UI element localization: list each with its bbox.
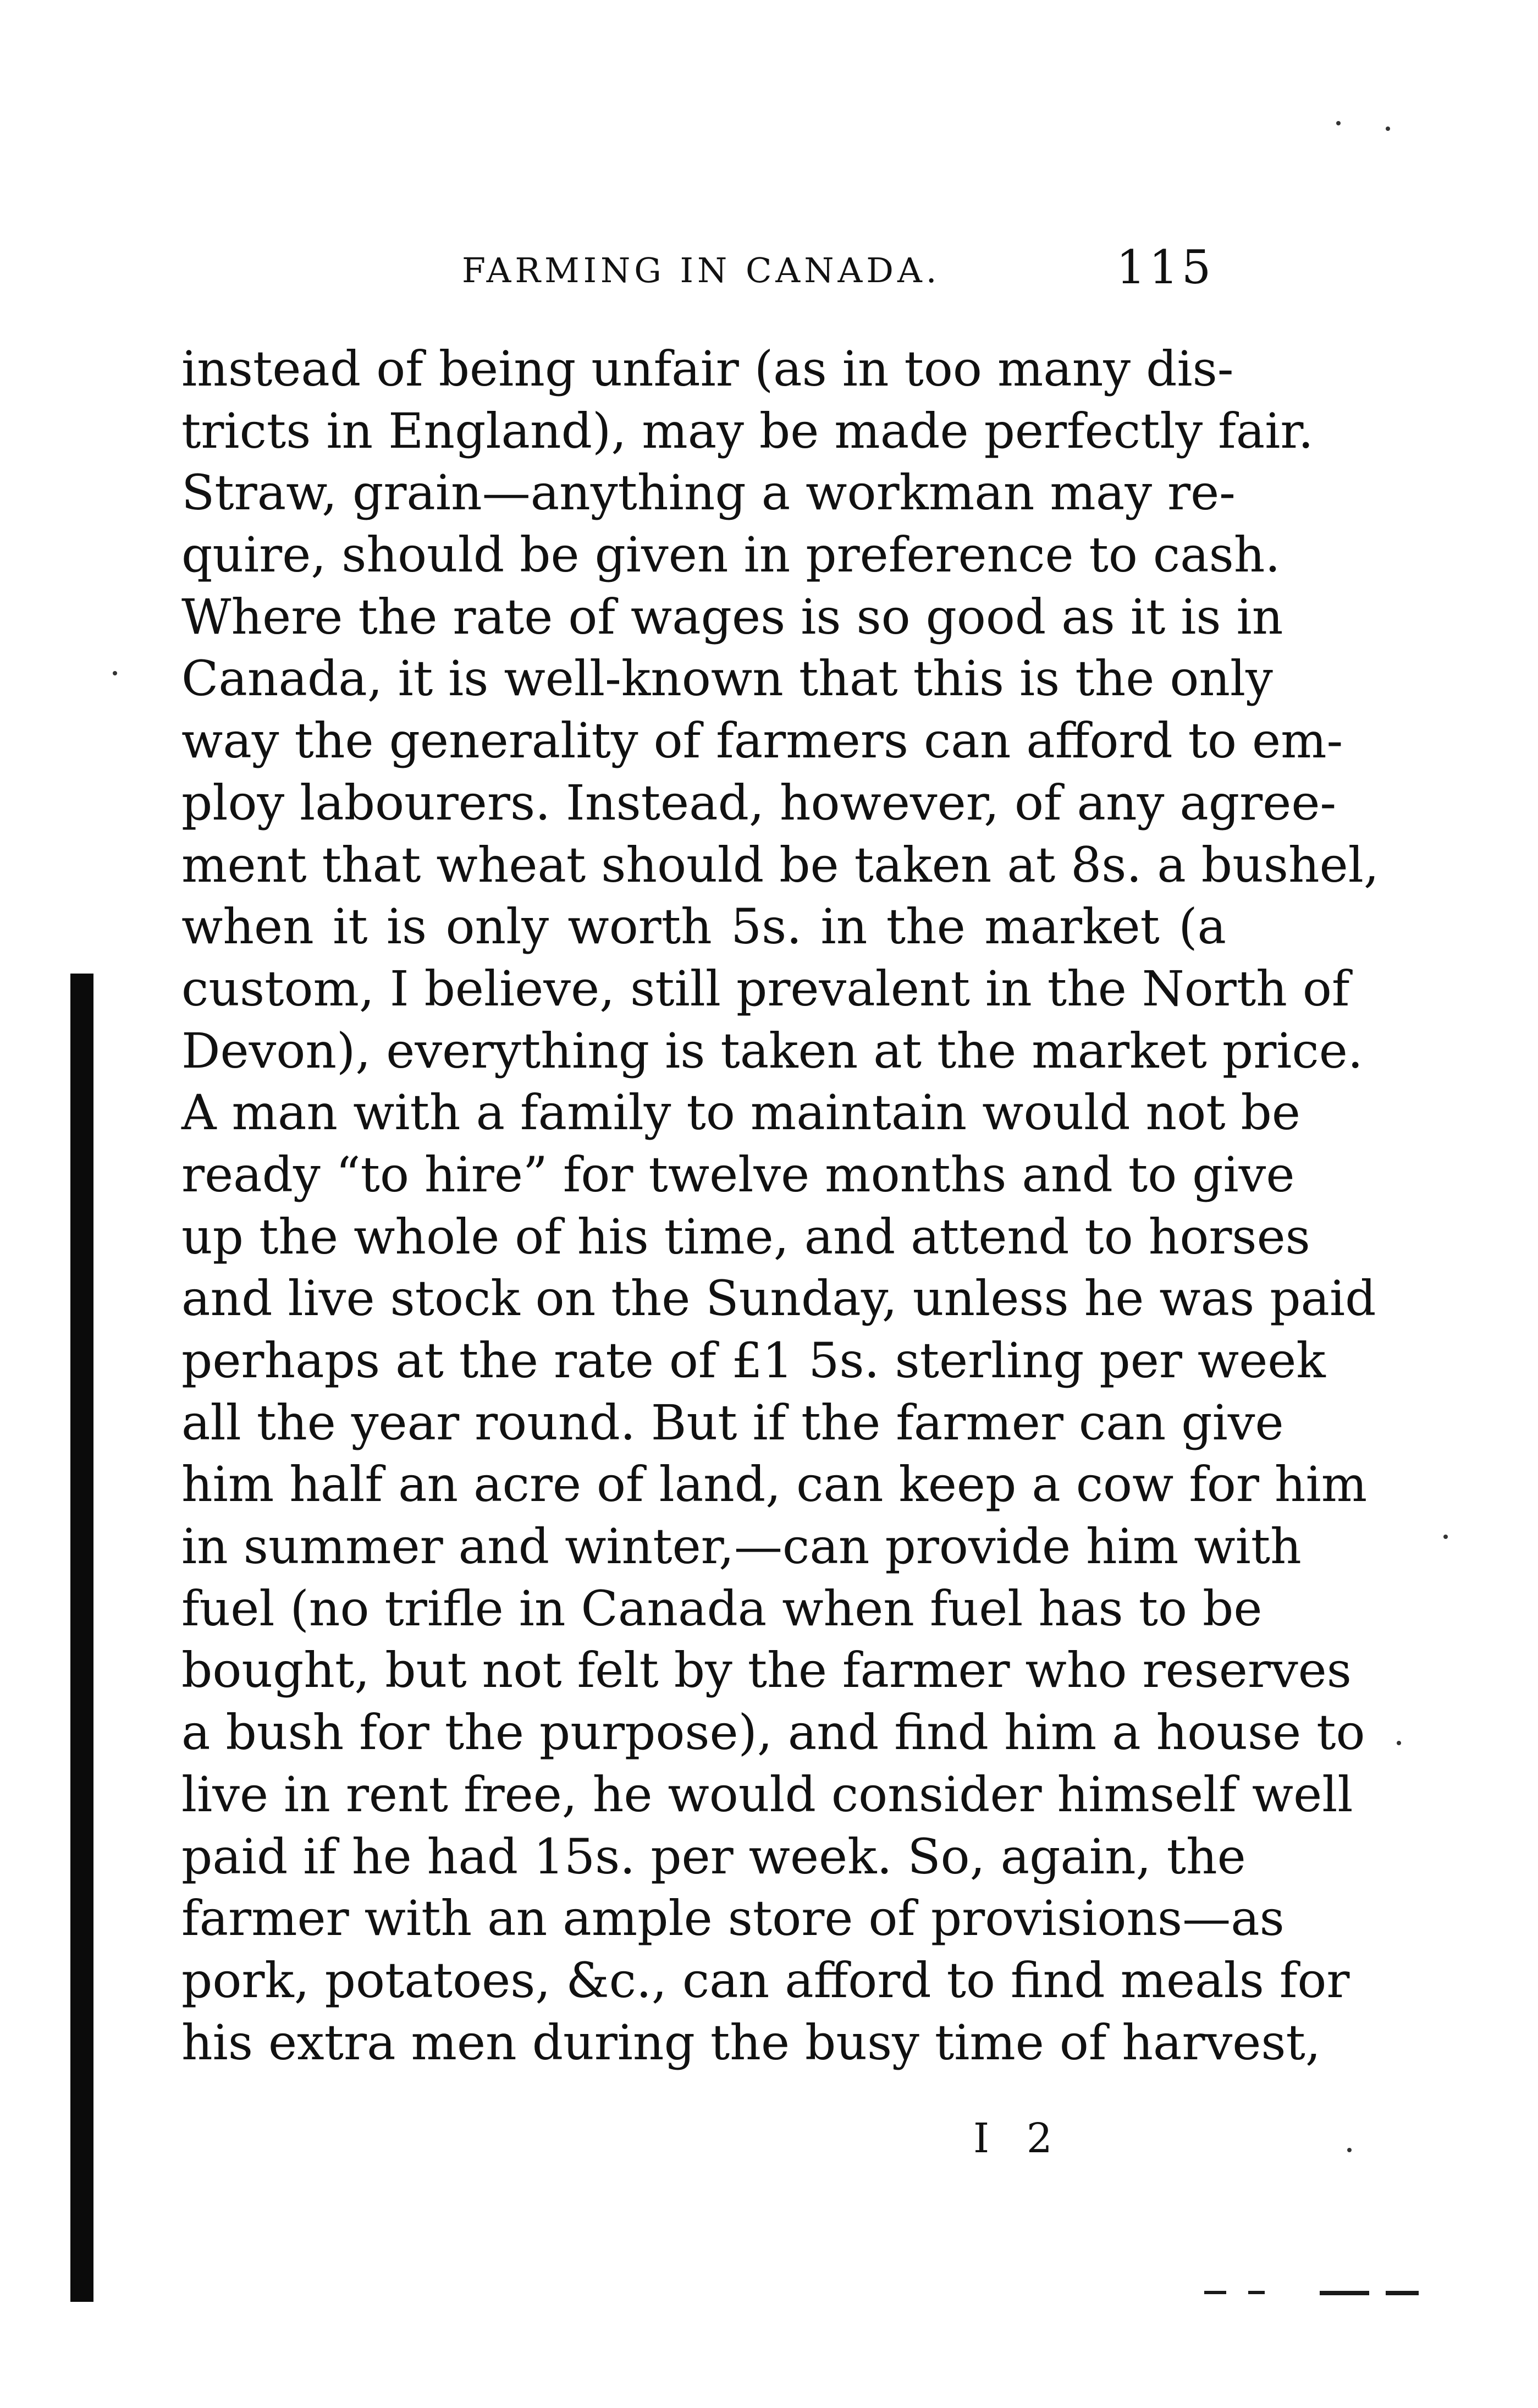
text-line: Canada, it is well-known that this is the only <box>181 650 1273 707</box>
page-header <box>181 240 1226 300</box>
text-line: fuel (no trifle in Canada when fuel has to be <box>181 1580 1263 1637</box>
text-line: ment that wheat should be taken at 8s. a bushel, <box>181 836 1379 893</box>
text-line: Devon), everything is taken at the market price. <box>181 1022 1363 1079</box>
page-number: 115 <box>1116 240 1215 294</box>
text-line: live in rent free, he would consider himself well <box>181 1766 1353 1823</box>
text-line: paid if he had 15s. per week. So, again, the <box>181 1828 1246 1885</box>
scan-artifact <box>1248 2291 1265 2294</box>
scan-speck <box>1347 2148 1352 2152</box>
text-line: and live stock on the Sunday, unless he was paid <box>181 1270 1376 1327</box>
text-line: way the generality of farmers can afford to em- <box>181 712 1343 769</box>
scan-speck <box>1336 121 1341 125</box>
text-line: custom, I believe, still prevalent in the North of <box>181 960 1350 1017</box>
text-line: him half an acre of land, can keep a cow for him <box>181 1456 1368 1513</box>
scan-artifact <box>1386 2291 1419 2295</box>
text-line: quire, should be given in preference to cash. <box>181 526 1281 584</box>
scan-speck <box>1397 1741 1401 1745</box>
text-line: ready “to hire” for twelve months and to give <box>181 1146 1295 1203</box>
text-line: tricts in England), may be made perfectly fair. <box>181 402 1314 459</box>
running-title: FARMING IN CANADA. <box>462 250 941 290</box>
text-line: A man with a family to maintain would not be <box>181 1084 1300 1141</box>
text-line: his extra men during the busy time of harvest, <box>181 2014 1321 2071</box>
scan-speck <box>1443 1535 1448 1539</box>
text-line: perhaps at the rate of £1 5s. sterling per week <box>181 1332 1326 1389</box>
scan-artifact <box>1320 2291 1369 2295</box>
body-text <box>181 338 1379 2074</box>
text-line: Where the rate of wages is so good as it is in <box>181 588 1283 645</box>
text-line: in summer and winter,—can provide him with <box>181 1518 1302 1575</box>
text-line: when it is only worth 5s. in the market (a <box>181 898 1226 955</box>
text-line: Straw, grain—anything a workman may re- <box>181 464 1236 521</box>
signature-mark: I 2 <box>973 2115 1065 2162</box>
text-line: bought, but not felt by the farmer who reserves <box>181 1642 1352 1699</box>
text-line: farmer with an ample store of provisions—as <box>181 1890 1285 1947</box>
binding-shadow <box>70 974 93 2302</box>
text-line: pork, potatoes, &c., can afford to find meals for <box>181 1951 1350 2009</box>
text-line: instead of being unfair (as in too many dis- <box>181 340 1234 397</box>
scan-speck <box>1386 127 1390 131</box>
text-line: ploy labourers. Instead, however, of any agree- <box>181 774 1337 831</box>
text-line: up the whole of his time, and attend to horses <box>181 1208 1310 1265</box>
scan-artifact <box>1204 2291 1226 2294</box>
text-line: all the year round. But if the farmer can give <box>181 1394 1284 1451</box>
text-line: a bush for the purpose), and find him a house to <box>181 1704 1365 1761</box>
scan-speck <box>113 671 117 675</box>
